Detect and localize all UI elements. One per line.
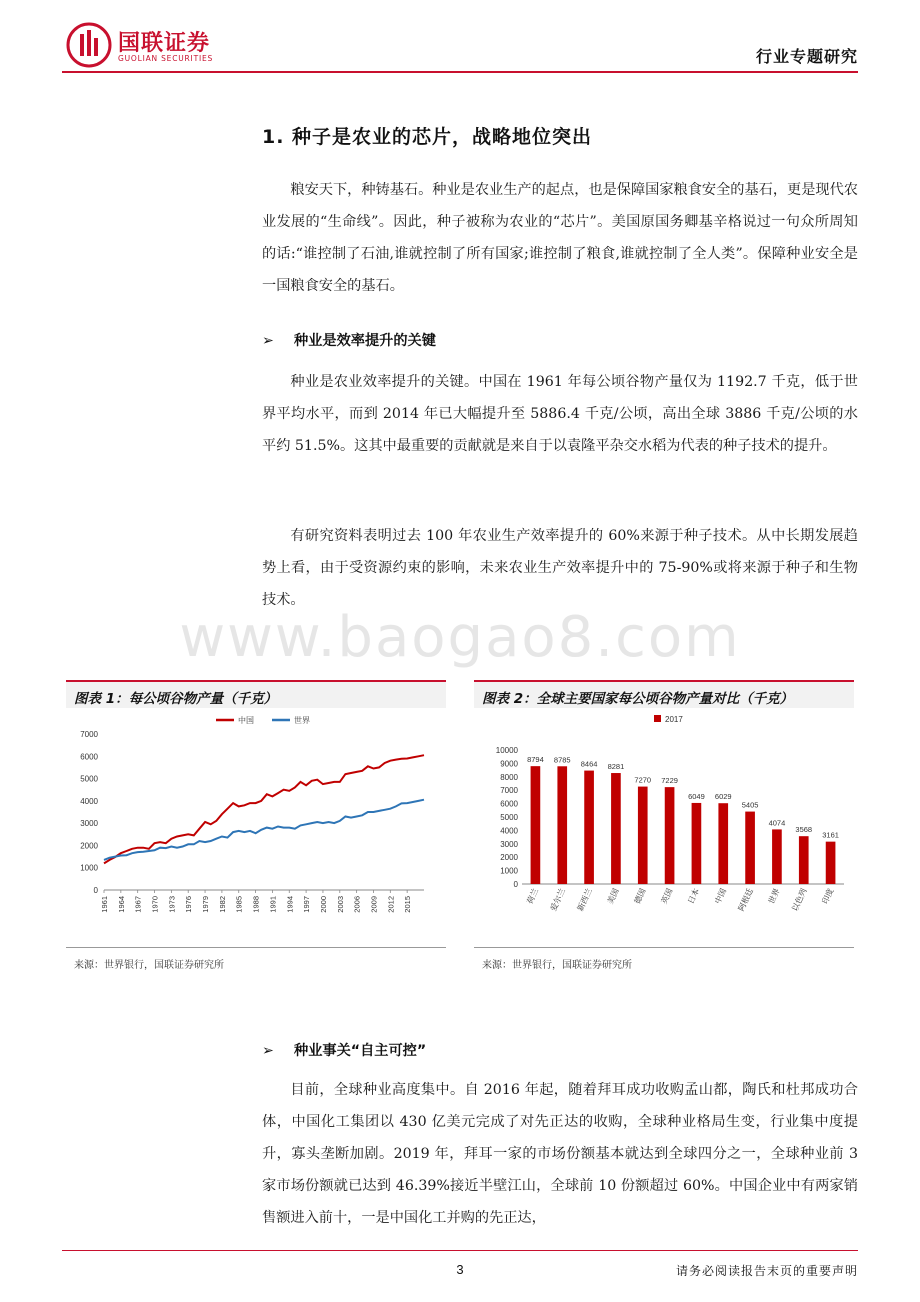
x-tick-label: 印度 (820, 887, 836, 906)
figure-2-source: 来源：世界银行，国联证券研究所 (482, 960, 632, 971)
x-tick-label: 荷兰 (525, 887, 541, 906)
figure-2-title: 图表 2：全球主要国家每公顷谷物产量对比（千克） (474, 680, 854, 708)
y-tick-label: 5000 (500, 813, 518, 822)
y-tick-label: 3000 (80, 819, 98, 829)
y-tick-label: 6000 (500, 799, 518, 809)
x-tick-label: 1985 (234, 896, 244, 913)
figure-1-source: 来源：世界银行，国联证券研究所 (74, 960, 224, 971)
x-tick-label: 日本 (686, 887, 702, 906)
x-tick-label: 2003 (335, 896, 345, 913)
x-tick-label: 2009 (369, 896, 379, 913)
figure-1 (66, 680, 446, 971)
arrow-bullet-icon: ➢ (262, 1043, 274, 1059)
figure-2-divider (474, 947, 854, 948)
y-tick-label: 8000 (500, 772, 518, 782)
figure-1-divider (66, 947, 446, 948)
data-label: 7270 (634, 775, 652, 785)
x-tick-label: 1976 (184, 896, 194, 913)
bar-4 (638, 787, 648, 884)
x-tick-label: 2012 (386, 896, 396, 913)
x-tick-label: 1967 (133, 896, 143, 913)
y-tick-label: 1000 (80, 863, 98, 873)
x-tick-label: 2000 (318, 896, 328, 913)
y-tick-label: 0 (513, 880, 518, 889)
x-tick-label: 1991 (268, 896, 278, 913)
subheading-autonomy (262, 1040, 426, 1060)
subheading-efficiency (262, 330, 436, 350)
data-label: 6029 (714, 792, 732, 802)
series-line-china (104, 755, 424, 863)
page-header (0, 0, 920, 80)
x-tick-label: 中国 (713, 887, 729, 906)
logo-chinese-name: 国联证券 (118, 31, 211, 56)
x-tick-label: 德国 (632, 887, 648, 906)
x-tick-label: 1973 (167, 896, 177, 913)
y-tick-label: 1000 (500, 866, 518, 876)
data-label: 6049 (688, 791, 705, 801)
subheading-autonomy-label: 种业事关“自主可控” (294, 1043, 427, 1059)
y-tick-label: 3000 (500, 839, 518, 849)
y-tick-label: 9000 (500, 759, 518, 769)
x-tick-label: 1970 (150, 896, 160, 913)
legend-label: 世界 (294, 716, 310, 725)
x-tick-label: 以色列 (790, 887, 809, 913)
x-tick-label: 1979 (201, 896, 211, 913)
logo-english-name: GUOLIAN SECURITIES (118, 54, 214, 63)
footer-divider (62, 1250, 858, 1251)
x-tick-label: 2006 (352, 896, 362, 913)
report-type-label: 行业专题研究 (755, 47, 858, 66)
header-divider (62, 71, 858, 73)
data-label: 8464 (580, 759, 598, 769)
data-label: 8794 (527, 755, 544, 765)
bar-3 (611, 773, 621, 884)
x-tick-label: 阿根廷 (736, 887, 755, 913)
paragraph-concentration: 目前，全球种业高度集中。自 2016 年起，随着拜耳成功收购孟山都，陶氏和杜邦成功合体，中国化工集团以 430 亿美元完成了对先正达的收购，全球种业格局生变，行业集中度提升，寡头垄断加剧。2019 年，拜耳一家的市场份额基本就达到全球四分之一，全球种业前 3 家市场份额就已达到 46.39%接近半壁江山，全球前 10 份额超过 60%。中国企业中有两家销售额进入前十，一是中国化工并购的先正达， (262, 1082, 858, 1226)
paragraph-efficiency: 种业是农业效率提升的关键。中国在 1961 年每公顷谷物产量仅为 1192.7 千克，低于世界平均水平，而到 2014 年已大幅提升至 5886.4 千克/公顷，高出全球 3886 千克/公顷的水平约 51.5%。这其中最重要的贡献就是来自于以袁隆平杂交水稻为代表的种子技术的提升。 (262, 374, 858, 454)
y-tick-label: 7000 (500, 786, 518, 796)
bar-10 (799, 836, 809, 884)
bar-5 (665, 787, 675, 884)
watermark: www.baogao8.com (179, 605, 741, 670)
data-label: 5405 (741, 800, 759, 810)
x-tick-label: 1997 (302, 896, 312, 913)
paragraph-research: 有研究资料表明过去 100 年农业生产效率提升的 60%来源于种子技术。从中长期发展趋势上看，由于受资源约束的影响，未来农业生产效率提升中的 75-90%或将来源于种子和生物技术。 (262, 528, 858, 608)
bar-9 (772, 829, 782, 884)
bar-8 (745, 812, 755, 884)
legend-swatch (654, 715, 661, 722)
y-tick-label: 5000 (80, 774, 98, 784)
data-label: 4074 (768, 818, 786, 828)
legend-label: 2017 (665, 715, 683, 724)
bar-chart (474, 710, 854, 946)
subheading-efficiency-label: 种业是效率提升的关键 (294, 333, 436, 349)
y-tick-label: 4000 (80, 796, 98, 806)
x-tick-label: 1961 (100, 896, 109, 913)
data-label: 3568 (795, 825, 813, 835)
bar-7 (718, 803, 728, 884)
bar-2 (584, 771, 594, 884)
bar-6 (692, 803, 702, 884)
paragraph-intro: 粮安天下，种铸基石。种业是农业生产的起点，也是保障国家粮食安全的基石，更是现代农业发展的“生命线”。因此，种子被称为农业的“芯片”。美国原国务卿基辛格说过一句众所周知的话:“谁控制了石油,谁就控制了所有国家;谁控制了粮食,谁就控制了全人类”。保障种业安全是一国粮食安全的基石。 (262, 182, 858, 294)
bar-1 (557, 766, 567, 884)
y-tick-label: 6000 (80, 752, 98, 762)
data-label: 3161 (822, 830, 839, 840)
y-tick-label: 2000 (500, 853, 518, 863)
logo-mark-icon (66, 22, 112, 68)
data-label: 7229 (661, 776, 678, 786)
x-tick-label: 1988 (251, 896, 261, 913)
x-tick-label: 1994 (285, 896, 295, 913)
y-tick-label: 10000 (495, 746, 518, 755)
company-logo (66, 22, 266, 72)
y-tick-label: 0 (93, 886, 98, 895)
legend-label: 中国 (238, 716, 254, 725)
data-label: 8281 (607, 762, 625, 772)
page-number: 3 (456, 1262, 464, 1277)
y-tick-label: 7000 (80, 730, 98, 739)
x-tick-label: 世界 (766, 887, 782, 906)
y-tick-label: 2000 (80, 841, 98, 851)
disclaimer-note: 请务必阅读报告末页的重要声明 (675, 1264, 858, 1278)
x-tick-label: 1982 (217, 896, 227, 913)
bar-0 (531, 766, 541, 884)
bar-11 (826, 842, 836, 884)
data-label: 8785 (553, 755, 571, 765)
figure-2 (474, 680, 854, 971)
section-title: 1. 种子是农业的芯片，战略地位突出 (262, 126, 593, 148)
series-line-world (104, 800, 424, 860)
x-tick-label: 2015 (403, 896, 413, 913)
arrow-bullet-icon: ➢ (262, 333, 274, 349)
x-tick-label: 美国 (605, 887, 621, 906)
x-tick-label: 新西兰 (575, 887, 594, 913)
x-tick-label: 爱尔兰 (548, 887, 568, 913)
figure-1-title: 图表 1：每公顷谷物产量（千克） (66, 680, 446, 708)
x-tick-label: 1964 (116, 896, 126, 913)
line-chart (66, 710, 446, 946)
y-tick-label: 4000 (500, 826, 518, 836)
x-tick-label: 英国 (659, 887, 675, 906)
